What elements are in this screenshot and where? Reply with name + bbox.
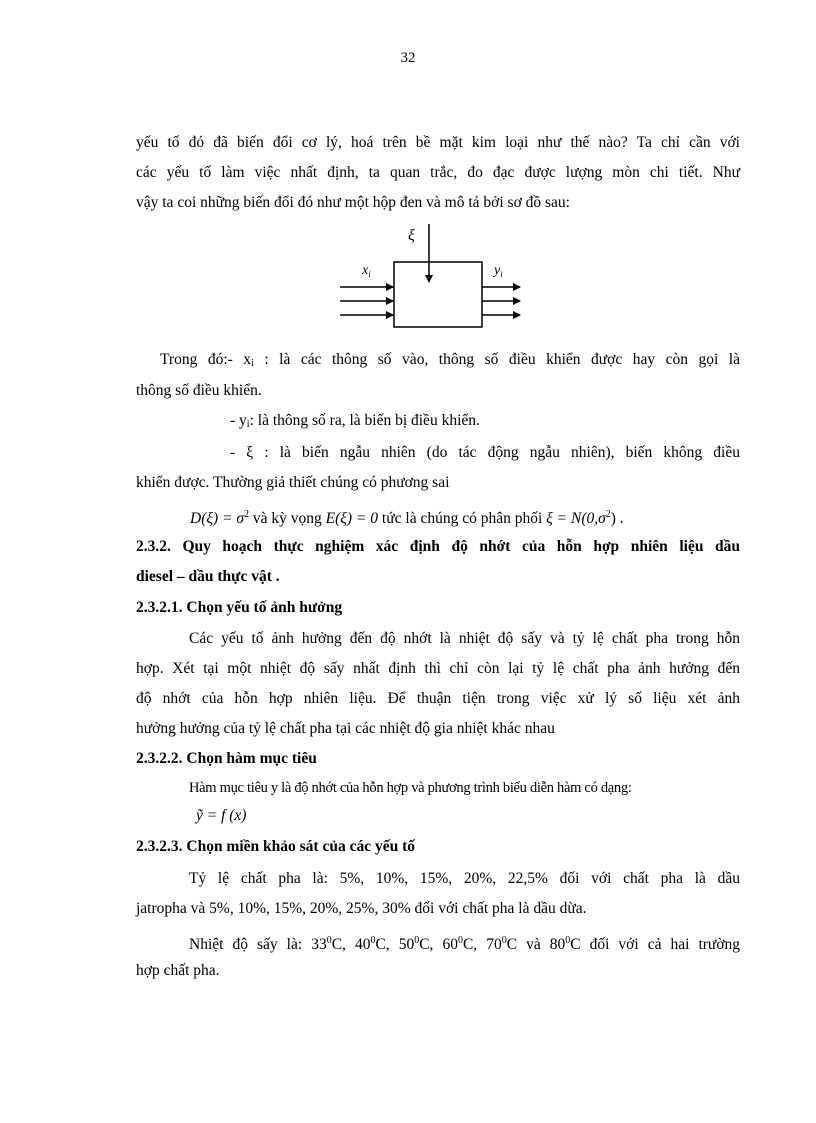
where-line-2: thông số điều khiển. bbox=[136, 382, 262, 399]
xi-description-2: khiển được. Thường giả thiết chúng có phương sai bbox=[136, 474, 450, 491]
where-line-1: Trong đó:- $x_i$ : là các thông số vào, thông số điều khiển được hay còn gọi là bbox=[160, 351, 740, 369]
section-2-3-2-2-title: 2.3.2.2. Chọn hàm mục tiêu bbox=[136, 750, 317, 767]
ratio-line-1: Tỷ lệ chất pha là: 5%, 10%, 15%, 20%, 22,5% đối với chất pha là dầu bbox=[189, 870, 740, 887]
section-2-3-2-heading-2: diesel – dầu thực vật . bbox=[136, 568, 280, 585]
ratio-line-2: jatropha và 5%, 10%, 15%, 20%, 25%, 30% đối với chất pha là dầu dừa. bbox=[136, 900, 587, 917]
section-2-3-2-2-text: Hàm mục tiêu y là độ nhớt của hỗn hợp và phương trình biểu diễn hàm có dạng: bbox=[189, 780, 632, 796]
black-box bbox=[394, 262, 482, 327]
input-label: $x_i$ bbox=[362, 263, 371, 279]
temperature-line-2: hợp chất pha. bbox=[136, 962, 220, 979]
objective-function-formula: ỹ = f (x) bbox=[196, 807, 247, 824]
intro-line-3: vậy ta coi những biến đổi đó như một hộp đen và mô tả bởi sơ đồ sau: bbox=[136, 194, 570, 211]
section-2-3-2-1-line-2: hợp. Xét tại một nhiệt độ sấy nhất định thì chỉ còn lại tỷ lệ chất pha ảnh hưởng đến bbox=[136, 660, 740, 677]
output-label: $y_i$ bbox=[494, 263, 503, 279]
section-2-3-2-1-line-3: độ nhớt của hỗn hợp nhiên liệu. Để thuận tiện trong việc xử lý số liệu xét ảnh bbox=[136, 690, 740, 707]
section-2-3-2-1-title: 2.3.2.1. Chọn yếu tố ảnh hưởng bbox=[136, 599, 343, 616]
intro-line-2: các yếu tố làm việc nhất định, ta quan trắc, đo đạc được lượng mòn chi tiết. Như bbox=[136, 164, 740, 181]
xi-description-1: - ξ : là biến ngẫu nhiên (do tác động ngẫu nhiên), biến không điều bbox=[230, 444, 740, 461]
section-2-3-2-heading-1: 2.3.2. Quy hoạch thực nghiệm xác định độ nhớt của hỗn hợp nhiên liệu dầu bbox=[136, 538, 740, 555]
y-description: - $y_i$: là thông số ra, là biến bị điều khiển. bbox=[230, 412, 480, 430]
intro-line-1: yếu tố đó đã biến đổi cơ lý, hoá trên bề mặt kim loại như thế nào? Ta chỉ cần với bbox=[136, 134, 740, 151]
section-2-3-2-1-line-1: Các yếu tố ảnh hưởng đến độ nhớt là nhiệt độ sấy và tỷ lệ chất pha trong hỗn bbox=[189, 630, 740, 647]
section-2-3-2-1-line-4: hưởng hưởng của tỷ lệ chất pha tại các nhiệt độ gia nhiệt khác nhau bbox=[136, 720, 555, 737]
black-box-diagram bbox=[336, 222, 536, 334]
noise-label: ξ bbox=[408, 227, 415, 244]
section-2-3-2-3-title: 2.3.2.3. Chọn miền khảo sát của các yếu tố bbox=[136, 838, 416, 855]
page-number: 32 bbox=[400, 50, 416, 66]
temperature-line-1: Nhiệt độ sấy là: $33^0C$, $40^0C$, $50^0C$, $60^0C$, $70^0C$ và $80^0C$ đối với cả hai trường bbox=[189, 935, 741, 953]
distribution-formula: $D(\xi) = \sigma^2$ và kỳ vọng E(ξ) = 0 tức là chúng có phân phối $\xi = N(0,\sigma^2)$ . bbox=[190, 509, 624, 527]
